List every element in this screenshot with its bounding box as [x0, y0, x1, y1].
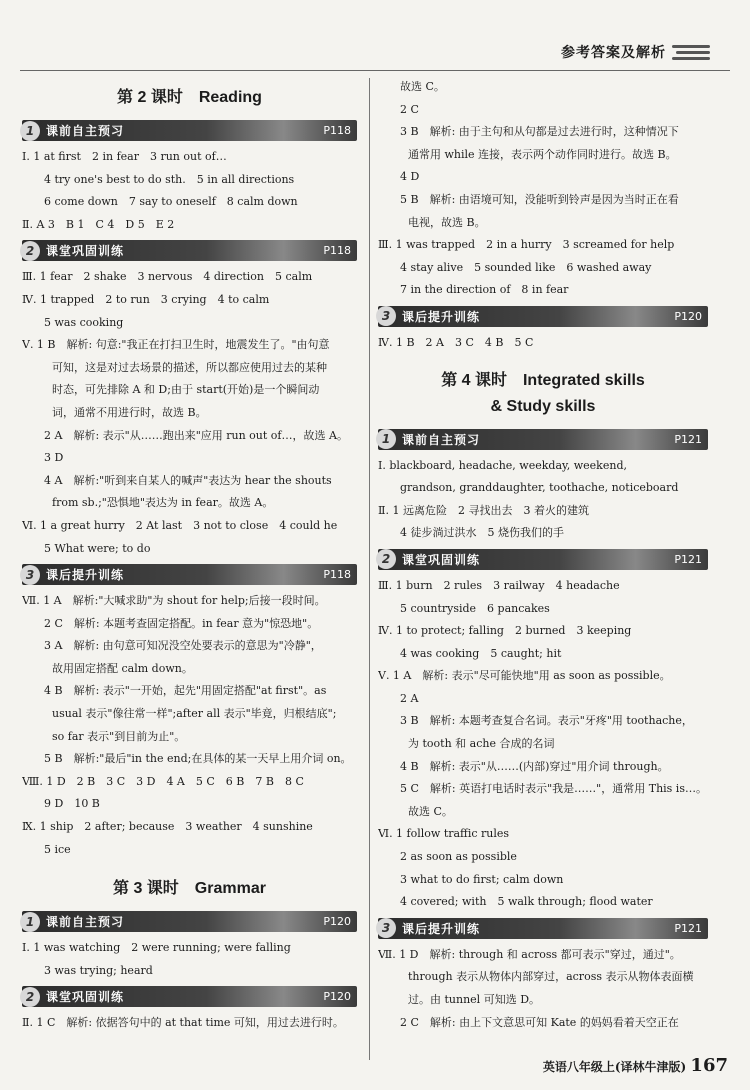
answer-line: usual 表示"像往常一样";after all 表示"毕竟，归根结底";	[52, 707, 337, 721]
section-number-icon: 1	[20, 121, 40, 141]
answer-line: 故选 C。	[400, 80, 445, 93]
answer-line: 4 covered; with 5 walk through; flood water	[400, 895, 653, 909]
section-number-icon: 1	[376, 429, 396, 449]
answer-line: 3 D	[44, 451, 64, 465]
answer-line: Ⅱ. A 3 B 1 C 4 D 5 E 2	[22, 217, 175, 231]
answer-line: Ⅳ. 1 B 2 A 3 C 4 B 5 C	[378, 335, 534, 349]
section-page: P118	[323, 124, 351, 137]
section-page: P120	[674, 309, 702, 323]
section-page: P118	[323, 244, 351, 258]
answer-line: 2 C	[400, 102, 419, 116]
answer-line: 2 A	[400, 691, 419, 705]
section-bar-preview	[22, 911, 357, 932]
answer-line: 9 D 10 B	[44, 797, 100, 811]
footer-book-title: 英语八年级上(译林牛津版)	[542, 1060, 687, 1074]
section-label: 课后提升训练	[402, 309, 481, 324]
answer-line: 通常用 while 连接，表示两个动作同时进行。故选 B。	[408, 147, 677, 161]
answer-line: Ⅵ. 1 follow traffic rules	[378, 827, 510, 841]
answer-line: 电视，故选 B。	[408, 215, 486, 229]
section-number-icon: 3	[20, 565, 40, 585]
answer-line: 词，通常不用进行时，故选 B。	[52, 405, 207, 419]
answer-line: 时态，可先排除 A 和 D;由于 start(开始)是一个瞬间动	[52, 383, 320, 397]
answer-line: 4 stay alive 5 sounded like 6 washed away	[400, 260, 652, 274]
lesson-3-title: 第 3 课时 Grammar	[113, 880, 266, 898]
answer-line: Ⅰ. blackboard, headache, weekday, weekend,	[378, 458, 627, 472]
answer-line: 4 try one's best to do sth. 5 in all directions	[44, 172, 295, 186]
section-bar-preview	[378, 429, 708, 450]
section-bar-class	[378, 549, 708, 570]
answer-line: 5 B 解析:"最后"in the end;在具体的某一天早上用介词 on。	[44, 752, 352, 766]
section-label: 课堂巩固训练	[402, 552, 481, 567]
answer-line: 4 B 解析: 表示"一开始，起先"用固定搭配"at first"。as	[44, 684, 327, 698]
answer-line: from sb.;"恐惧地"表达为 in fear。故选 A。	[52, 496, 274, 510]
section-number-icon: 3	[376, 306, 396, 326]
section-label: 课后提升训练	[46, 568, 125, 583]
answer-line: 3 B 解析: 本题考查复合名词。表示"牙疼"用 toothache，	[400, 714, 693, 728]
lesson-2-title: 第 2 课时 Reading	[117, 89, 262, 106]
header-logo-icon	[672, 42, 710, 62]
answer-line: Ⅷ. 1 D 2 B 3 C 3 D 4 A 5 C 6 B 7 B 8 C	[22, 774, 304, 788]
section-page: P120	[323, 915, 351, 929]
answer-line: 7 in the direction of 8 in fear	[400, 283, 569, 297]
answer-line: Ⅶ. 1 D 解析: through 和 across 都可表示"穿过，通过"。	[378, 947, 681, 961]
answer-line: through 表示从物体内部穿过，across 表示从物体表面横	[408, 970, 694, 984]
section-label: 课堂巩固训练	[46, 990, 125, 1005]
answer-line: Ⅲ. 1 burn 2 rules 3 railway 4 headache	[378, 578, 620, 592]
answer-line: 过。由 tunnel 可知选 D。	[408, 993, 541, 1006]
answer-line: 5 What were; to do	[44, 541, 151, 555]
section-number-icon: 3	[376, 918, 396, 938]
answer-line: Ⅱ. 1 C 解析: 依据答句中的 at that time 可知，用过去进行时。	[22, 1016, 344, 1030]
answer-line: 2 C 解析: 由上下文意思可知 Kate 的妈妈看着天空正在	[400, 1015, 679, 1029]
section-label: 课前自主预习	[46, 124, 125, 138]
answer-line: 3 was trying; heard	[44, 963, 153, 977]
section-number-icon: 1	[20, 912, 40, 932]
page-footer	[543, 1055, 728, 1076]
section-bar-after	[378, 306, 708, 327]
answer-line: 故用固定搭配 calm down。	[52, 661, 193, 675]
section-number-icon: 2	[20, 987, 40, 1007]
answer-line: 6 come down 7 say to oneself 8 calm down	[44, 195, 298, 209]
answer-line: Ⅵ. 1 a great hurry 2 At last 3 not to close 4 could he	[22, 518, 338, 532]
section-label: 课堂巩固训练	[46, 244, 125, 259]
answer-line: Ⅰ. 1 was watching 2 were running; were falling	[22, 941, 291, 955]
section-bar-after	[378, 918, 708, 939]
section-bar-class	[22, 240, 357, 261]
lesson-4-title: 第 4 课时 Integrated skills	[441, 371, 645, 389]
section-number-icon: 2	[376, 549, 396, 569]
answer-line: Ⅲ. 1 fear 2 shake 3 nervous 4 direction 5 calm	[22, 270, 313, 284]
answer-line: 可知，这是对过去场景的描述，所以都应使用过去的某种	[52, 360, 327, 374]
header-rule	[20, 70, 730, 71]
answer-line: 4 A 解析:"听到来自某人的喊声"表达为 hear the shouts	[44, 473, 332, 487]
answer-line: 4 徒步淌过洪水 5 烧伤我们的手	[400, 526, 564, 540]
answer-line: 3 A 解析: 由句意可知况没空处要表示的意思为"冷静"，	[44, 639, 322, 653]
section-bar-after	[22, 564, 357, 585]
column-divider	[369, 78, 370, 1060]
answer-line: Ⅲ. 1 was trapped 2 in a hurry 3 screamed for help	[378, 238, 675, 252]
answer-line: 2 C 解析: 本题考查固定搭配。in fear 意为"惊恐地"。	[44, 616, 319, 630]
answer-line: 5 was cooking	[44, 315, 124, 329]
answer-line: 4 B 解析: 表示"从……(内部)穿过"用介词 through。	[400, 759, 669, 773]
answer-line: Ⅰ. 1 at first 2 in fear 3 run out of…	[22, 150, 227, 163]
answer-line: 3 what to do first; calm down	[400, 872, 564, 886]
answer-line: Ⅸ. 1 ship 2 after; because 3 weather 4 sunshine	[22, 820, 313, 834]
answer-line: 4 D	[400, 170, 420, 184]
answer-line: 5 C 解析: 英语打电话时表示"我是……"，通常用 This is…。	[400, 782, 707, 796]
answer-line: 2 as soon as possible	[400, 850, 517, 864]
answer-line: 5 countryside 6 pancakes	[400, 601, 550, 615]
header-title: 参考答案及解析	[561, 45, 666, 61]
section-page: P121	[674, 432, 702, 446]
answer-line: 2 A 解析: 表示"从……跑出来"应用 run out of…，故选 A。	[44, 428, 348, 442]
section-bar-class	[22, 986, 357, 1007]
lesson-4-subtitle: & Study skills	[490, 397, 596, 415]
answer-line: Ⅱ. 1 远离危险 2 寻找出去 3 着火的建筑	[378, 503, 589, 517]
answer-line: so far 表示"到目前为止"。	[52, 729, 186, 743]
left-column	[22, 76, 357, 1035]
answer-line: Ⅴ. 1 B 解析: 句意:"我正在打扫卫生时，地震发生了。"由句意	[22, 338, 330, 352]
section-page: P120	[323, 990, 351, 1004]
section-label: 课前自主预习	[402, 432, 481, 447]
answer-line: 故选 C。	[408, 804, 453, 818]
answer-line: 3 B 解析: 由于主句和从句都是过去进行时，这种情况下	[400, 125, 679, 139]
answer-line: 5 B 解析: 由语境可知，没能听到铃声是因为当时正在看	[400, 192, 679, 206]
section-number-icon: 2	[20, 241, 40, 261]
answer-line: grandson, granddaughter, toothache, noticeboard	[400, 481, 679, 495]
answer-line: 5 ice	[44, 842, 71, 856]
answer-line: 为 tooth 和 ache 合成的名词	[408, 737, 555, 751]
section-page: P118	[323, 568, 351, 582]
section-label: 课前自主预习	[46, 915, 125, 930]
section-page: P121	[674, 552, 702, 566]
page-number: 167	[690, 1055, 728, 1076]
page-header	[561, 42, 710, 62]
answer-line: Ⅳ. 1 trapped 2 to run 3 crying 4 to calm	[22, 292, 270, 306]
section-page: P121	[674, 921, 702, 935]
answer-line: 4 was cooking 5 caught; hit	[400, 646, 562, 660]
section-label: 课后提升训练	[402, 921, 481, 936]
right-column	[378, 76, 708, 1034]
answer-line: Ⅶ. 1 A 解析:"大喊求助"为 shout for help;后接一段时间。	[22, 594, 326, 608]
section-bar-preview	[22, 120, 357, 141]
answer-line: Ⅳ. 1 to protect; falling 2 burned 3 keeping	[378, 624, 632, 638]
answer-line: Ⅴ. 1 A 解析: 表示"尽可能快地"用 as soon as possible。	[378, 669, 671, 683]
